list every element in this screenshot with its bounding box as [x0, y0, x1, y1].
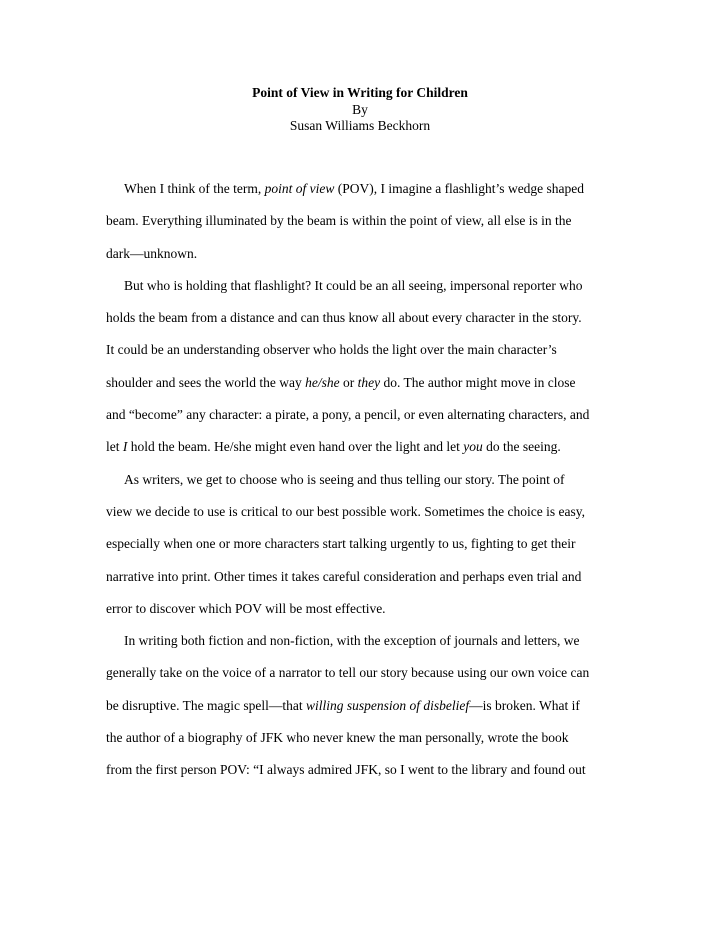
text-line: error to discover which POV will be most effective. — [106, 600, 386, 616]
text-line: and “become” any character: a pirate, a pony, a pencil, or even alternating characters, and — [106, 407, 590, 423]
body-text — [106, 178, 616, 792]
document-title: Point of View in Writing for Children — [252, 85, 468, 100]
text-line: let I hold the beam. He/she might even hand over the light and let you do the seeing. — [106, 439, 561, 455]
text-line: When I think of the term, point of view (POV), I imagine a flashlight’s wedge shaped — [124, 181, 585, 196]
byline-by: By — [352, 101, 368, 117]
text-line: from the first person POV: “I always admired JFK, so I went to the library and found out — [106, 762, 586, 778]
text-line: generally take on the voice of a narrator to tell our story because using our own voice can — [106, 665, 590, 681]
text-line: be disruptive. The magic spell—that willing suspension of disbelief—is broken. What if — [106, 697, 580, 713]
author-name: Susan Williams Beckhorn — [289, 118, 431, 133]
text-line: the author of a biography of JFK who never knew the man personally, wrote the book — [106, 730, 569, 746]
text-line: beam. Everything illuminated by the beam is within the point of view, all else is in the — [106, 213, 572, 229]
text-line: especially when one or more characters start talking urgently to us, fighting to get their — [106, 536, 576, 552]
text-line: view we decide to use is critical to our best possible work. Sometimes the choice is easy, — [106, 503, 586, 519]
text-line: In writing both fiction and non-fiction, with the exception of journals and letters, we — [124, 633, 580, 649]
text-line: It could be an understanding observer who holds the light over the main character’s — [106, 342, 557, 358]
text-line: dark—unknown. — [106, 245, 198, 261]
document-header — [0, 85, 720, 135]
text-line: shoulder and sees the world the way he/she or they do. The author might move in close — [106, 374, 576, 390]
text-line: As writers, we get to choose who is seeing and thus telling our story. The point of — [124, 471, 565, 487]
text-line: holds the beam from a distance and can thus know all about every character in the story. — [106, 310, 582, 326]
text-line: narrative into print. Other times it takes careful consideration and perhaps even trial and — [106, 568, 582, 584]
text-line: But who is holding that flashlight? It could be an all seeing, impersonal reporter who — [124, 277, 583, 293]
